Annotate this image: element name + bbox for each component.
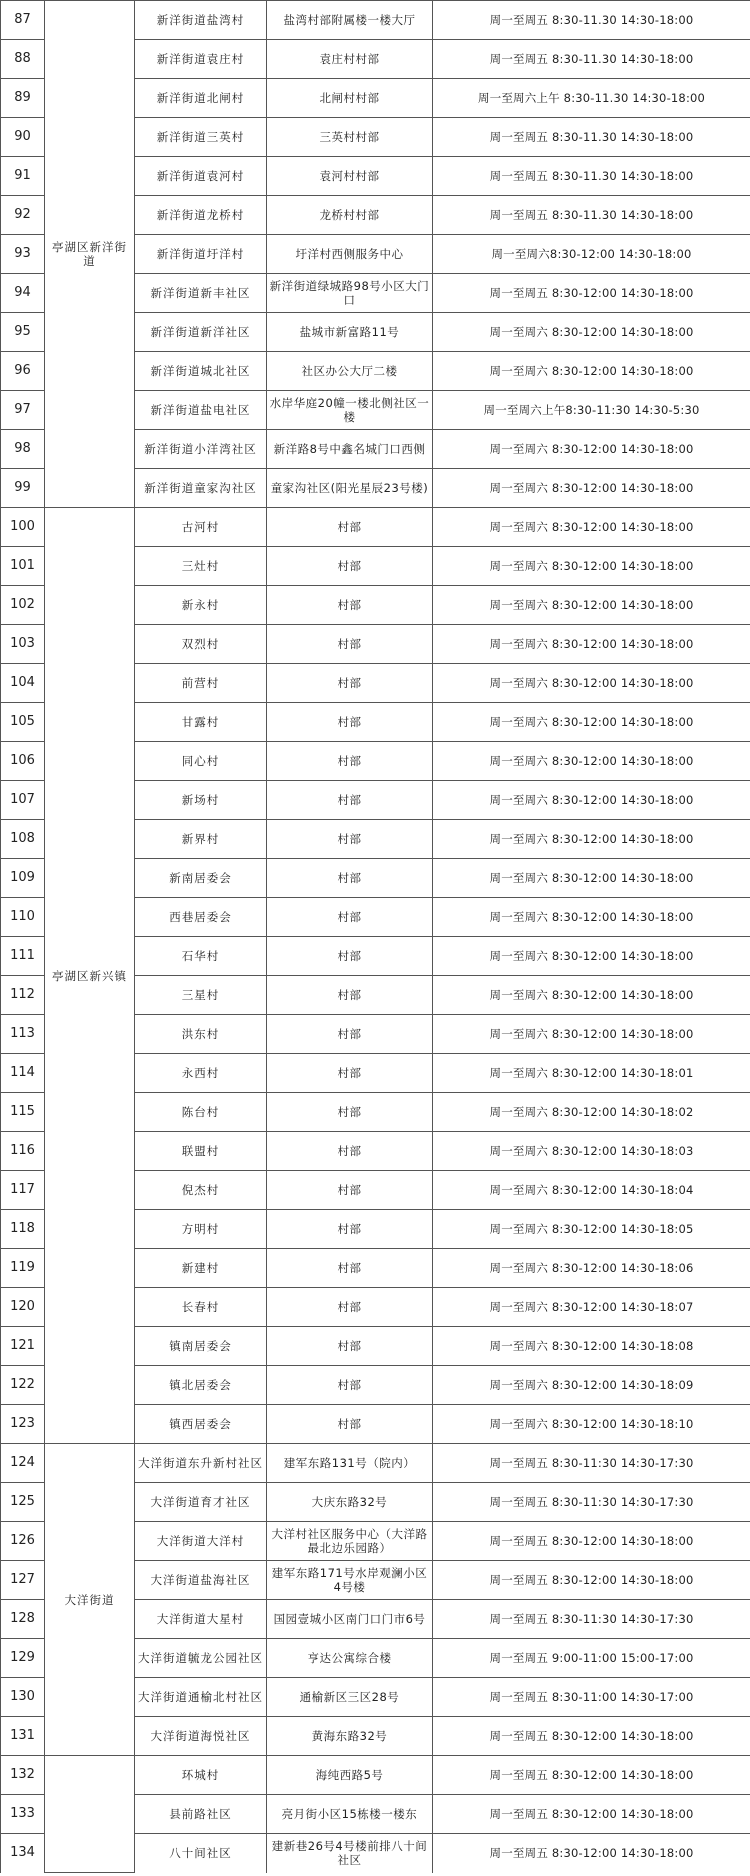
opening-hours: 周一至周六 8:30-12:00 14:30-18:07	[433, 1288, 750, 1327]
opening-hours: 周一至周六 8:30-12:00 14:30-18:05	[433, 1210, 750, 1249]
site-address: 建军东路131号（院内）	[267, 1444, 433, 1483]
site-name: 新场村	[135, 781, 267, 820]
site-address: 袁河村村部	[267, 157, 433, 196]
opening-hours: 周一至周六 8:30-12:00 14:30-18:00	[433, 820, 750, 859]
opening-hours: 周一至周六 8:30-12:00 14:30-18:00	[433, 586, 750, 625]
row-number: 88	[1, 40, 45, 79]
opening-hours: 周一至周五 8:30-12:00 14:30-18:00	[433, 1522, 750, 1561]
site-address: 通榆新区三区28号	[267, 1678, 433, 1717]
site-name: 新界村	[135, 820, 267, 859]
site-address: 亮月街小区15栋楼一楼东	[267, 1795, 433, 1834]
opening-hours: 周一至周五 8:30-11:00 14:30-17:00	[433, 1678, 750, 1717]
opening-hours: 周一至周六 8:30-12:00 14:30-18:00	[433, 976, 750, 1015]
opening-hours: 周一至周六上午 8:30-11.30 14:30-18:00	[433, 79, 750, 118]
opening-hours: 周一至周六 8:30-12:00 14:30-18:02	[433, 1093, 750, 1132]
site-name: 大洋街道海悦社区	[135, 1717, 267, 1756]
site-address: 国园壹城小区南门口门市6号	[267, 1600, 433, 1639]
site-address: 龙桥村村部	[267, 196, 433, 235]
site-name: 大洋街道大洋村	[135, 1522, 267, 1561]
site-address: 村部	[267, 1366, 433, 1405]
site-address: 村部	[267, 781, 433, 820]
site-name: 新洋街道盐电社区	[135, 391, 267, 430]
row-number: 122	[1, 1366, 45, 1405]
opening-hours: 周一至周六 8:30-12:00 14:30-18:06	[433, 1249, 750, 1288]
row-number: 106	[1, 742, 45, 781]
opening-hours: 周一至周六 8:30-12:00 14:30-18:00	[433, 742, 750, 781]
site-address: 村部	[267, 1405, 433, 1444]
row-number: 118	[1, 1210, 45, 1249]
opening-hours: 周一至周五 8:30-12:00 14:30-18:00	[433, 1795, 750, 1834]
row-number: 107	[1, 781, 45, 820]
site-address: 村部	[267, 664, 433, 703]
opening-hours: 周一至周六 8:30-12:00 14:30-18:00	[433, 1015, 750, 1054]
site-name: 新洋街道新丰社区	[135, 274, 267, 313]
site-name: 永西村	[135, 1054, 267, 1093]
site-address: 村部	[267, 703, 433, 742]
opening-hours: 周一至周六 8:30-12:00 14:30-18:00	[433, 664, 750, 703]
row-number: 130	[1, 1678, 45, 1717]
site-name: 双烈村	[135, 625, 267, 664]
row-number: 121	[1, 1327, 45, 1366]
opening-hours: 周一至周五 9:00-11:00 15:00-17:00	[433, 1639, 750, 1678]
opening-hours: 周一至周六 8:30-12:00 14:30-18:00	[433, 703, 750, 742]
site-name: 西巷居委会	[135, 898, 267, 937]
row-number: 123	[1, 1405, 45, 1444]
site-name: 镇西居委会	[135, 1405, 267, 1444]
table-body	[1, 1, 750, 1873]
opening-hours: 周一至周五 8:30-12:00 14:30-18:00	[433, 274, 750, 313]
row-number: 91	[1, 157, 45, 196]
site-name: 大洋街道毓龙公园社区	[135, 1639, 267, 1678]
district-cell: 亭湖区新洋街道	[45, 1, 135, 508]
site-name: 新洋街道圩洋村	[135, 235, 267, 274]
site-name: 新洋街道三英村	[135, 118, 267, 157]
site-address: 圩洋村西侧服务中心	[267, 235, 433, 274]
opening-hours: 周一至周六 8:30-12:00 14:30-18:00	[433, 430, 750, 469]
site-name: 八十间社区	[135, 1834, 267, 1873]
row-number: 131	[1, 1717, 45, 1756]
site-address: 黄海东路32号	[267, 1717, 433, 1756]
site-name: 新洋街道城北社区	[135, 352, 267, 391]
row-number: 117	[1, 1171, 45, 1210]
site-name: 倪杰村	[135, 1171, 267, 1210]
site-address: 水岸华庭20幢一楼北侧社区一楼	[267, 391, 433, 430]
district-cell	[45, 1756, 135, 1873]
site-name: 古河村	[135, 508, 267, 547]
opening-hours: 周一至周五 8:30-11.30 14:30-18:00	[433, 157, 750, 196]
site-name: 方明村	[135, 1210, 267, 1249]
site-name: 长春村	[135, 1288, 267, 1327]
site-address: 村部	[267, 1210, 433, 1249]
opening-hours: 周一至周六 8:30-12:00 14:30-18:04	[433, 1171, 750, 1210]
site-name: 甘露村	[135, 703, 267, 742]
site-address: 村部	[267, 859, 433, 898]
opening-hours: 周一至周五 8:30-11.30 14:30-18:00	[433, 1, 750, 40]
site-name: 新南居委会	[135, 859, 267, 898]
site-name: 新洋街道小洋湾社区	[135, 430, 267, 469]
opening-hours: 周一至周六 8:30-12:00 14:30-18:00	[433, 937, 750, 976]
site-address: 村部	[267, 1015, 433, 1054]
row-number: 102	[1, 586, 45, 625]
site-address: 盐湾村部附属楼一楼大厅	[267, 1, 433, 40]
row-number: 116	[1, 1132, 45, 1171]
row-number: 105	[1, 703, 45, 742]
site-address: 亨达公寓综合楼	[267, 1639, 433, 1678]
site-address: 盐城市新富路11号	[267, 313, 433, 352]
site-name: 大洋街道大星村	[135, 1600, 267, 1639]
opening-hours: 周一至周六 8:30-12:00 14:30-18:00	[433, 898, 750, 937]
site-address: 村部	[267, 742, 433, 781]
row-number: 92	[1, 196, 45, 235]
site-address: 社区办公大厅二楼	[267, 352, 433, 391]
row-number: 101	[1, 547, 45, 586]
site-address: 建新巷26号4号楼前排八十间社区	[267, 1834, 433, 1873]
site-address: 村部	[267, 1327, 433, 1366]
site-name: 大洋街道盐海社区	[135, 1561, 267, 1600]
row-number: 113	[1, 1015, 45, 1054]
site-name: 环城村	[135, 1756, 267, 1795]
district-cell: 大洋街道	[45, 1444, 135, 1756]
site-address: 村部	[267, 1132, 433, 1171]
row-number: 133	[1, 1795, 45, 1834]
row-number: 87	[1, 1, 45, 40]
row-number: 119	[1, 1249, 45, 1288]
site-address: 村部	[267, 820, 433, 859]
table-row	[1, 1, 750, 40]
site-name: 新洋街道新洋社区	[135, 313, 267, 352]
opening-hours: 周一至周六 8:30-12:00 14:30-18:10	[433, 1405, 750, 1444]
site-address: 大庆东路32号	[267, 1483, 433, 1522]
site-address: 袁庄村村部	[267, 40, 433, 79]
site-name: 陈台村	[135, 1093, 267, 1132]
site-name: 新洋街道龙桥村	[135, 196, 267, 235]
row-number: 125	[1, 1483, 45, 1522]
site-name: 大洋街道东升新村社区	[135, 1444, 267, 1483]
opening-hours: 周一至周六 8:30-12:00 14:30-18:00	[433, 781, 750, 820]
opening-hours: 周一至周五 8:30-12:00 14:30-18:00	[433, 1717, 750, 1756]
opening-hours: 周一至周五 8:30-12:00 14:30-18:00	[433, 1561, 750, 1600]
opening-hours: 周一至周六 8:30-12:00 14:30-18:00	[433, 352, 750, 391]
opening-hours: 周一至周五 8:30-11.30 14:30-18:00	[433, 196, 750, 235]
opening-hours: 周一至周五 8:30-11:30 14:30-17:30	[433, 1483, 750, 1522]
site-name: 镇北居委会	[135, 1366, 267, 1405]
site-name: 新洋街道童家沟社区	[135, 469, 267, 508]
row-number: 89	[1, 79, 45, 118]
site-name: 三星村	[135, 976, 267, 1015]
opening-hours: 周一至周六 8:30-12:00 14:30-18:00	[433, 469, 750, 508]
row-number: 109	[1, 859, 45, 898]
site-address: 村部	[267, 547, 433, 586]
site-address: 新洋街道绿城路98号小区大门口	[267, 274, 433, 313]
site-address: 新洋路8号中鑫名城门口西侧	[267, 430, 433, 469]
site-address: 村部	[267, 1288, 433, 1327]
row-number: 110	[1, 898, 45, 937]
opening-hours: 周一至周六 8:30-12:00 14:30-18:00	[433, 313, 750, 352]
site-name: 三灶村	[135, 547, 267, 586]
table-row	[1, 508, 750, 547]
site-address: 北闸村村部	[267, 79, 433, 118]
opening-hours: 周一至周六 8:30-12:00 14:30-18:00	[433, 859, 750, 898]
opening-hours: 周一至周五 8:30-11.30 14:30-18:00	[433, 40, 750, 79]
opening-hours: 周一至周六 8:30-12:00 14:30-18:00	[433, 547, 750, 586]
site-address: 村部	[267, 1054, 433, 1093]
site-name: 洪东村	[135, 1015, 267, 1054]
opening-hours: 周一至周五 8:30-11:30 14:30-17:30	[433, 1444, 750, 1483]
opening-hours: 周一至周六 8:30-12:00 14:30-18:08	[433, 1327, 750, 1366]
site-address: 村部	[267, 508, 433, 547]
site-name: 新洋街道袁庄村	[135, 40, 267, 79]
opening-hours: 周一至周六 8:30-12:00 14:30-18:01	[433, 1054, 750, 1093]
row-number: 93	[1, 235, 45, 274]
row-number: 127	[1, 1561, 45, 1600]
site-address: 村部	[267, 625, 433, 664]
site-address: 童家沟社区(阳光星辰23号楼)	[267, 469, 433, 508]
opening-hours: 周一至周六8:30-12:00 14:30-18:00	[433, 235, 750, 274]
site-name: 同心村	[135, 742, 267, 781]
row-number: 126	[1, 1522, 45, 1561]
site-name: 大洋街道通榆北村社区	[135, 1678, 267, 1717]
row-number: 114	[1, 1054, 45, 1093]
district-cell: 亭湖区新兴镇	[45, 508, 135, 1444]
opening-hours: 周一至周五 8:30-11.30 14:30-18:00	[433, 118, 750, 157]
row-number: 129	[1, 1639, 45, 1678]
site-address: 建军东路171号水岸观澜小区4号楼	[267, 1561, 433, 1600]
row-number: 90	[1, 118, 45, 157]
row-number: 115	[1, 1093, 45, 1132]
row-number: 97	[1, 391, 45, 430]
opening-hours: 周一至周六 8:30-12:00 14:30-18:00	[433, 508, 750, 547]
opening-hours: 周一至周五 8:30-12:00 14:30-18:00	[433, 1834, 750, 1873]
row-number: 108	[1, 820, 45, 859]
row-number: 95	[1, 313, 45, 352]
table-row	[1, 1756, 750, 1795]
row-number: 94	[1, 274, 45, 313]
row-number: 124	[1, 1444, 45, 1483]
site-name: 大洋街道育才社区	[135, 1483, 267, 1522]
opening-hours: 周一至周六上午8:30-11:30 14:30-5:30	[433, 391, 750, 430]
site-name: 新洋街道盐湾村	[135, 1, 267, 40]
row-number: 134	[1, 1834, 45, 1873]
site-address: 大洋村社区服务中心（大洋路最北边乐园路）	[267, 1522, 433, 1561]
site-address: 村部	[267, 1249, 433, 1288]
row-number: 120	[1, 1288, 45, 1327]
site-address: 村部	[267, 586, 433, 625]
site-name: 镇南居委会	[135, 1327, 267, 1366]
site-name: 石华村	[135, 937, 267, 976]
site-name: 新洋街道北闸村	[135, 79, 267, 118]
row-number: 132	[1, 1756, 45, 1795]
row-number: 112	[1, 976, 45, 1015]
opening-hours: 周一至周六 8:30-12:00 14:30-18:00	[433, 625, 750, 664]
table-row	[1, 1444, 750, 1483]
site-name: 联盟村	[135, 1132, 267, 1171]
site-address: 村部	[267, 898, 433, 937]
opening-hours: 周一至周五 8:30-12:00 14:30-18:00	[433, 1756, 750, 1795]
site-address: 村部	[267, 1093, 433, 1132]
row-number: 103	[1, 625, 45, 664]
site-name: 县前路社区	[135, 1795, 267, 1834]
site-name: 前营村	[135, 664, 267, 703]
row-number: 98	[1, 430, 45, 469]
row-number: 96	[1, 352, 45, 391]
site-name: 新永村	[135, 586, 267, 625]
row-number: 104	[1, 664, 45, 703]
row-number: 99	[1, 469, 45, 508]
row-number: 111	[1, 937, 45, 976]
site-name: 新洋街道袁河村	[135, 157, 267, 196]
opening-hours: 周一至周六 8:30-12:00 14:30-18:09	[433, 1366, 750, 1405]
site-address: 村部	[267, 937, 433, 976]
site-address: 村部	[267, 976, 433, 1015]
row-number: 128	[1, 1600, 45, 1639]
site-address: 村部	[267, 1171, 433, 1210]
site-name: 新建村	[135, 1249, 267, 1288]
opening-hours: 周一至周六 8:30-12:00 14:30-18:03	[433, 1132, 750, 1171]
site-address: 海纯西路5号	[267, 1756, 433, 1795]
opening-hours: 周一至周五 8:30-11:30 14:30-17:30	[433, 1600, 750, 1639]
row-number: 100	[1, 508, 45, 547]
site-address: 三英村村部	[267, 118, 433, 157]
